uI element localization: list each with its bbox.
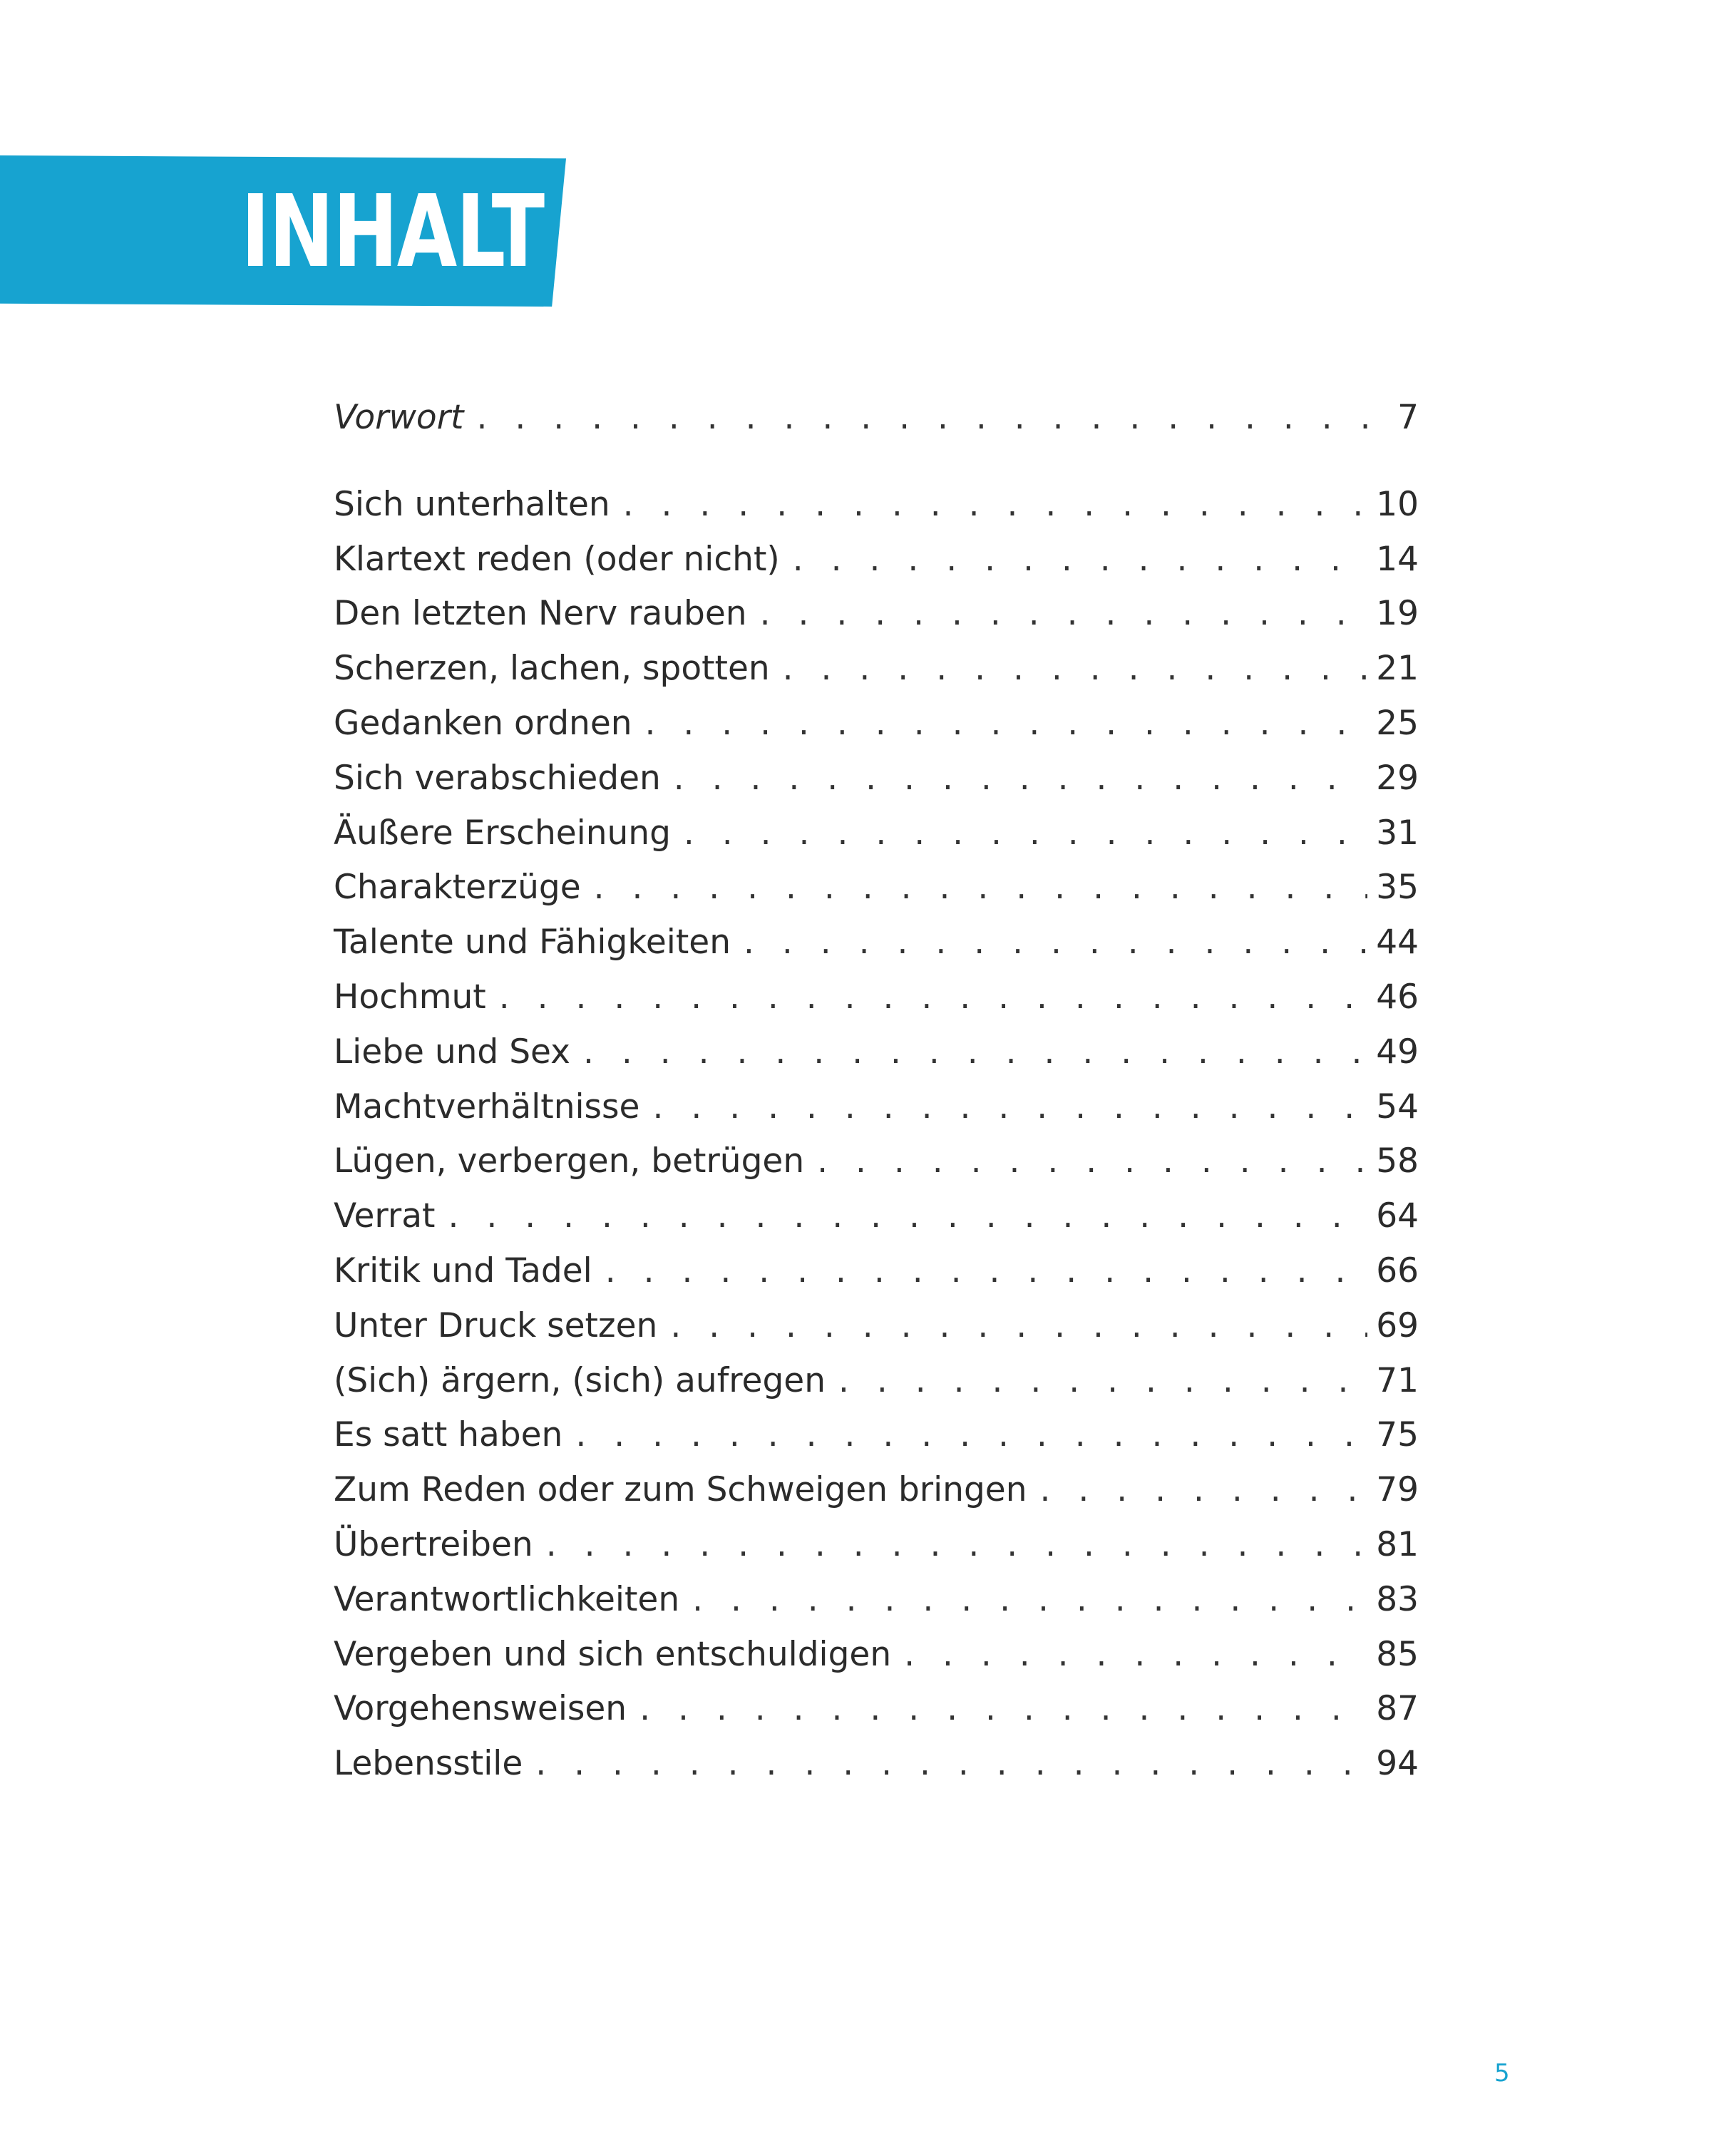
toc-entry (334, 1080, 1419, 1135)
toc-entry-title: Vorgehensweisen (334, 1689, 627, 1729)
page-title: INHALT (241, 174, 544, 290)
toc-entry (334, 751, 1419, 806)
toc-entry-title: Scherzen, lachen, spotten (334, 649, 770, 689)
toc-dot-leader (692, 1573, 1367, 1628)
toc-page-number: 94 (1376, 1744, 1419, 1784)
toc-page-number: 54 (1376, 1087, 1419, 1126)
toc-entry (334, 1134, 1419, 1189)
toc-entry-title: Sich unterhalten (334, 484, 610, 524)
toc-page-number: 58 (1376, 1141, 1419, 1181)
toc-entry-title: Liebe und Sex (334, 1032, 570, 1072)
toc-page-number: 49 (1376, 1032, 1419, 1072)
toc-entry (334, 1682, 1419, 1737)
toc-entry (334, 1244, 1419, 1299)
toc-entry-title: Verrat (334, 1196, 436, 1236)
toc-entry (334, 1573, 1419, 1628)
toc-entry-title: Kritik und Tadel (334, 1251, 592, 1290)
toc-entry (334, 1518, 1419, 1573)
toc-entry-title: Klartext reden (oder nicht) (334, 539, 780, 579)
toc-entry (334, 1189, 1419, 1244)
toc-dot-leader (684, 806, 1367, 861)
toc-entry-title: Zum Reden oder zum Schweigen bringen (334, 1470, 1027, 1510)
toc-entry-title: Unter Druck setzen (334, 1305, 658, 1345)
toc-dot-leader (793, 533, 1367, 587)
toc-dot-leader (535, 1737, 1367, 1792)
toc-page-number: 81 (1376, 1524, 1419, 1564)
toc-page-number: 75 (1376, 1415, 1419, 1455)
toc-entry (334, 1408, 1419, 1463)
toc-page-number: 7 (1397, 398, 1419, 437)
toc-dot-leader (448, 1189, 1367, 1244)
toc-dot-leader (1040, 1463, 1368, 1518)
toc-page-number: 87 (1376, 1689, 1419, 1729)
toc-dot-leader (904, 1628, 1367, 1683)
toc-entry (334, 478, 1419, 533)
toc-dot-leader (575, 1408, 1367, 1463)
toc-page-number: 69 (1376, 1305, 1419, 1345)
toc-page-number: 21 (1376, 649, 1419, 689)
toc-page-number: 44 (1376, 923, 1419, 962)
toc-entry-title: Charakterzüge (334, 868, 581, 908)
toc-dot-leader (546, 1518, 1367, 1573)
toc-page-number: 83 (1376, 1579, 1419, 1619)
toc-entry (334, 642, 1419, 697)
toc-entry (334, 587, 1419, 642)
toc-entry (334, 1737, 1419, 1792)
toc-entry (334, 1628, 1419, 1683)
toc-page-number: 46 (1376, 977, 1419, 1017)
toc-entry-title: (Sich) ärgern, (sich) aufregen (334, 1360, 826, 1400)
toc-dot-leader (594, 861, 1368, 915)
toc-entry-title: Machtverhältnisse (334, 1087, 640, 1126)
toc-page-number: 31 (1376, 813, 1419, 853)
toc-entry (334, 697, 1419, 751)
toc-entry-title: Talente und Fähigkeiten (334, 923, 731, 962)
toc-page-number: 29 (1376, 758, 1419, 798)
toc-page-number: 71 (1376, 1360, 1419, 1400)
toc-dot-leader (583, 1025, 1367, 1080)
toc-dot-leader (744, 915, 1367, 970)
toc-page-number: 79 (1376, 1470, 1419, 1510)
toc-dot-leader (652, 1080, 1367, 1135)
toc-dot-leader (674, 751, 1367, 806)
toc-dot-leader (605, 1244, 1367, 1299)
toc-entry (334, 1025, 1419, 1080)
toc-entry (334, 1354, 1419, 1409)
toc-dot-leader (645, 697, 1368, 751)
toc-entry-title: Vergeben und sich entschuldigen (334, 1634, 892, 1674)
toc-page-number: 85 (1376, 1634, 1419, 1674)
page-number: 5 (1494, 2059, 1510, 2088)
toc-dot-leader (623, 478, 1368, 533)
toc-dot-leader (639, 1682, 1367, 1737)
toc-dot-leader (760, 587, 1368, 642)
toc-entry (334, 533, 1419, 587)
toc-dot-leader (476, 391, 1369, 446)
toc-entry (334, 1299, 1419, 1354)
toc-entry-foreword (334, 391, 1419, 446)
toc-entry-title: Hochmut (334, 977, 486, 1017)
toc-dot-leader (670, 1299, 1367, 1354)
toc-entry-title: Gedanken ordnen (334, 703, 632, 743)
toc-entry-title: Verantwortlichkeiten (334, 1579, 680, 1619)
toc-entry-title: Äußere Erscheinung (334, 813, 671, 853)
toc-entry-title: Lebensstile (334, 1744, 523, 1784)
toc-dot-leader (817, 1134, 1367, 1189)
toc-page-number: 10 (1376, 484, 1419, 524)
toc-page-number: 64 (1376, 1196, 1419, 1236)
toc-dot-leader (838, 1354, 1367, 1409)
toc-page-number: 66 (1376, 1251, 1419, 1290)
toc-page-number: 25 (1376, 703, 1419, 743)
toc-entry-title: Sich verabschieden (334, 758, 661, 798)
toc-entry-title: Es satt haben (334, 1415, 563, 1455)
toc-page-number: 19 (1376, 594, 1419, 634)
toc-entry (334, 806, 1419, 861)
toc-entry (334, 915, 1419, 970)
toc-entry (334, 1463, 1419, 1518)
toc-dot-leader (783, 642, 1368, 697)
table-of-contents (334, 391, 1419, 1792)
toc-dot-leader (499, 970, 1367, 1025)
toc-page-number: 14 (1376, 539, 1419, 579)
toc-entry-title: Vorwort (334, 398, 464, 437)
toc-entry-title: Übertreiben (334, 1524, 533, 1564)
toc-entry (334, 970, 1419, 1025)
toc-entry (334, 861, 1419, 915)
toc-entry-title: Den letzten Nerv rauben (334, 594, 747, 634)
toc-entry-title: Lügen, verbergen, betrügen (334, 1141, 805, 1181)
toc-page-number: 35 (1376, 868, 1419, 908)
